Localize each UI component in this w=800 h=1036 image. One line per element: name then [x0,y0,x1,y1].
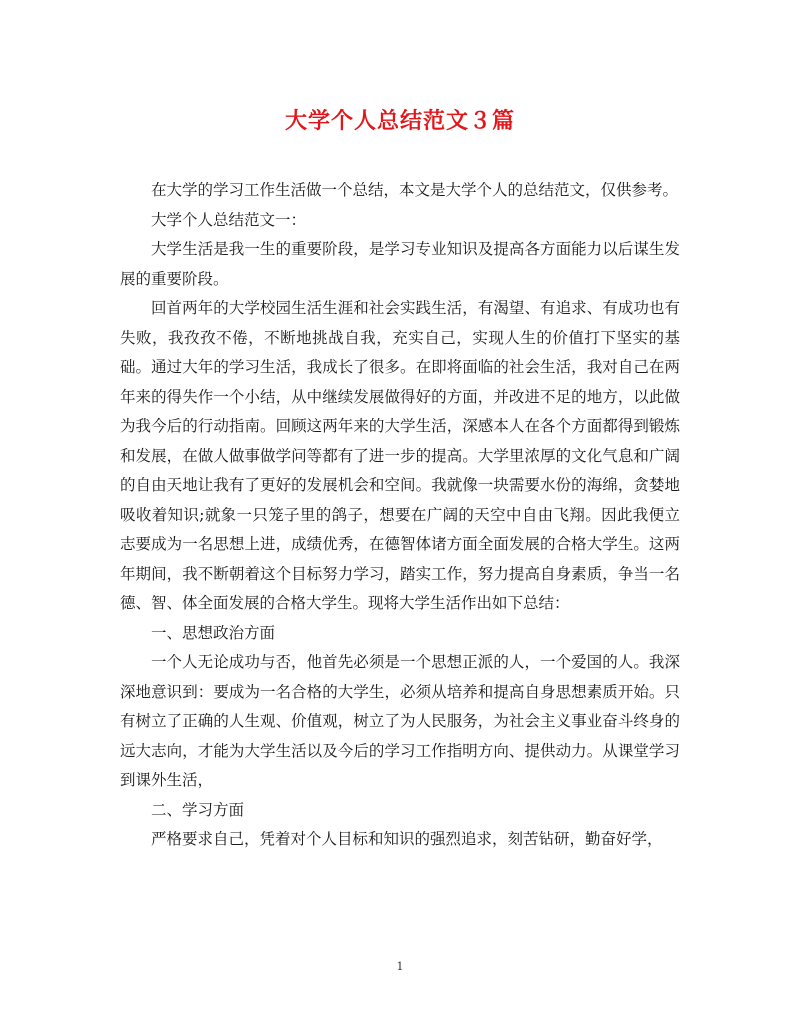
paragraph: 大学生活是我一生的重要阶段，是学习专业知识及提高各方面能力以后谋生发展的重要阶段。 [120,240,680,288]
paragraph: 回首两年的大学校园生活生涯和社会实践生活，有渴望、有追求、有成功也有失败，我孜孜不倦，不断地挑战自我，充实自己，实现人生的价值打下坚实的基础。通过大年的学习生活，我成长了很多。在即将面临的社会生活，我对自己在两年来的得失作一个小结，从中继续发展做得好的方面，并改进不足的地方，以此做为我今后的行动指南。回顾这两年来的大学生活，深感本人在各个方面都得到锻炼和发展，在做人做事做学问等都有了进一步的提高。大学里浓厚的文化气息和广阔的自由天地让我有了更好的发展机会和空间。我就像一块需要水份的海绵，贪婪地吸收着知识;就象一只笼子里的鸽子，想要在广阔的天空中自由飞翔。因此我便立志要成为一名思想上进，成绩优秀，在德智体诸方面全面发展的合格大学生。这两年期间，我不断朝着这个目标努力学习，踏实工作，努力提高自身素质，争当一名德、智、体全面发展的合格大学生。现将大学生活作出如下总结： [120,299,680,612]
paragraph-subheading: 二、学习方面 [151,800,245,819]
document-body [120,176,680,855]
paragraph-section-heading: 大学个人总结范文一： [151,210,307,229]
page-number: 1 [396,960,404,973]
paragraph-subheading: 一、思想政治方面 [151,623,276,642]
paragraph-intro: 在大学的学习工作生活做一个总结，本文是大学个人的总结范文，仅供参考。 [151,181,679,199]
paragraph: 一个人无论成功与否，他首先必须是一个思想正派的人，一个爱国的人。我深深地意识到：要成为一名合格的大学生，必须从培养和提高自身思想素质开始。只有树立了正确的人生观、价值观，树立了为人民服务，为社会主义事业奋斗终身的远大志向，才能为大学生活以及今后的学习工作指明方向、提供动力。从课堂学习到课外生活， [120,653,680,789]
paragraph: 严格要求自己，凭着对个人目标和知识的强烈追求，刻苦钻研，勤奋好学， [151,830,663,848]
document-title: 大学个人总结范文３篇 [284,108,515,134]
